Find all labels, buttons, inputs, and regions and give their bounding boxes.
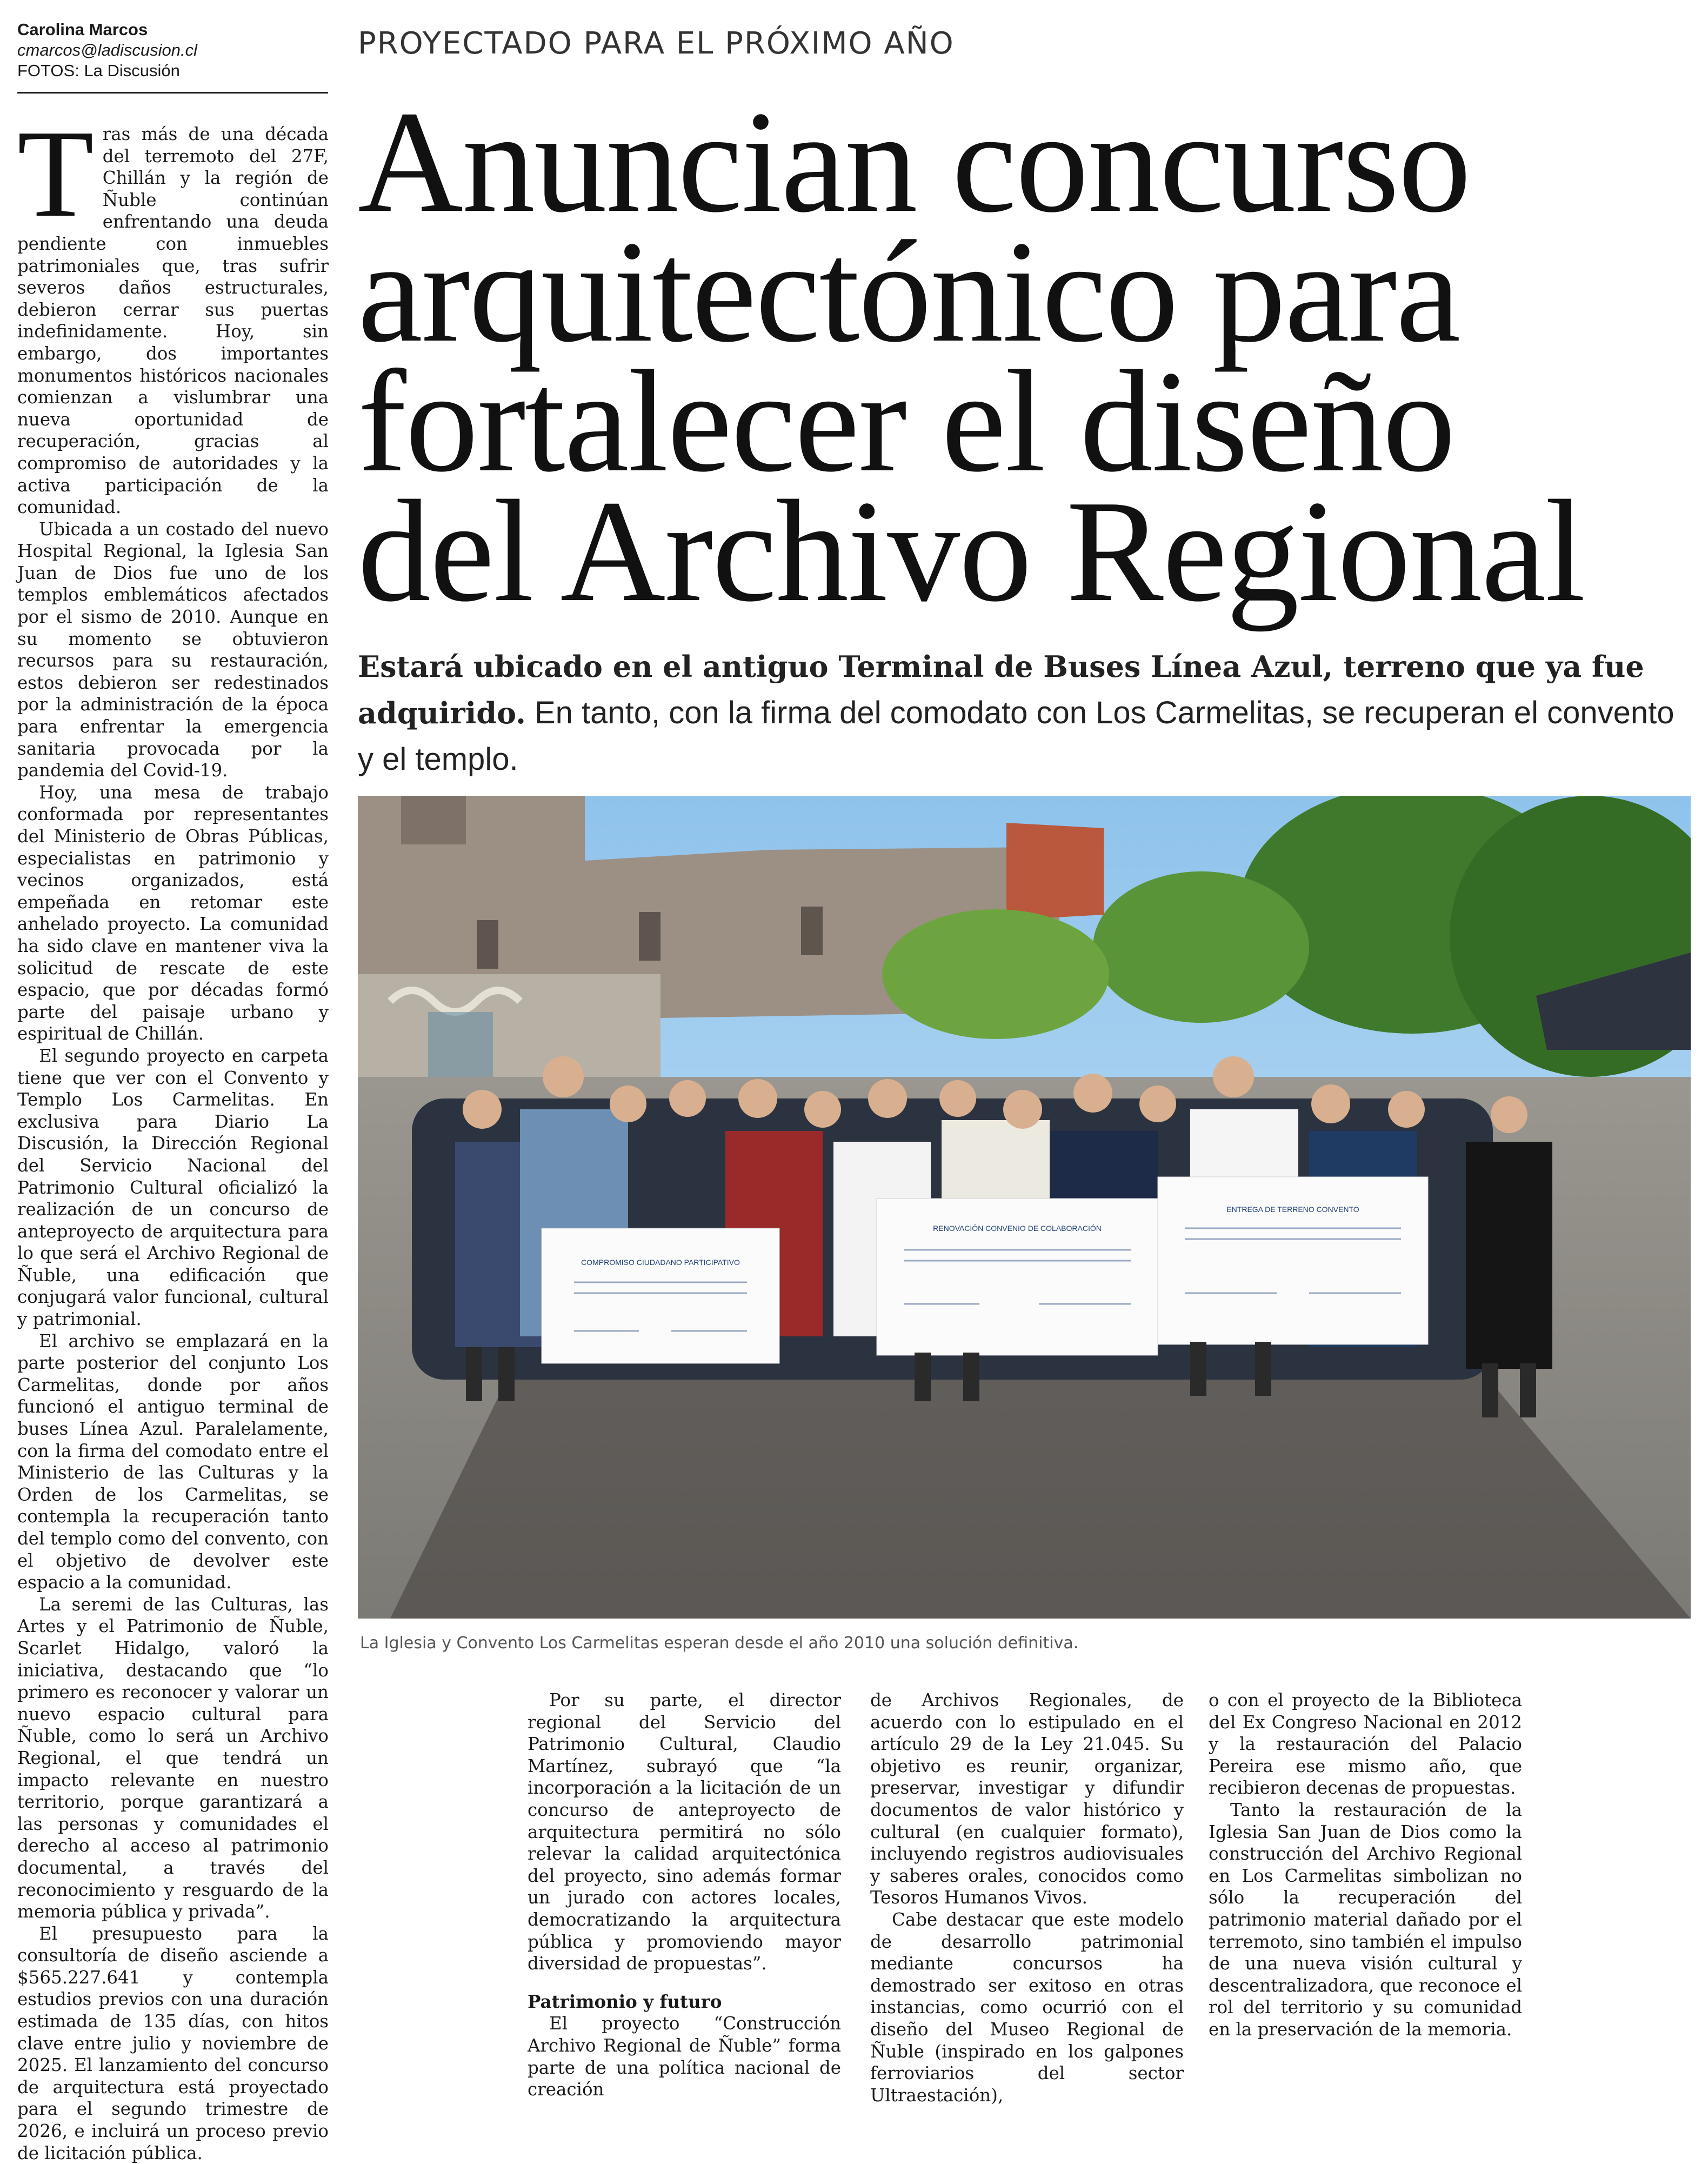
deck bbox=[358, 643, 1687, 783]
photo-credit: FOTOS: La Discusión bbox=[17, 61, 180, 80]
headline-line: arquitectónico para bbox=[358, 211, 1460, 372]
article-column-3 bbox=[870, 1689, 1184, 2106]
tree bbox=[1093, 871, 1309, 1023]
banner-center-label: RENOVACIÓN CONVENIO DE COLABORACIÓN bbox=[933, 1224, 1102, 1233]
author-email[interactable]: cmarcos@ladiscusion.cl bbox=[17, 41, 197, 59]
drop-cap: T bbox=[17, 104, 94, 243]
paragraph: de Archivos Regionales, de acuerdo con lo estipulado en el artículo 29 de la Ley 21.045. Su objetivo es reunir, organizar, preservar, investigar y difundir documentos de valor histórico y cultural (en cualquier formato), incluyendo registros audiovisuales y saberes orales, conocidos como Tesoros Humanos Vivos. bbox=[870, 1690, 1184, 1908]
banner-center bbox=[877, 1198, 1158, 1355]
paragraph: Ubicada a un costado del nuevo Hospital Regional, la Iglesia San Juan de Dios fue uno de los templos emblemáticos afectados por el sismo de 2010. Aunque en su momento se obtuvieron recursos para su restauración, estos debieron ser redestinados por la administración de la época para enfrentar la emergencia sanitaria provocada por la pandemia del Covid-19. bbox=[17, 518, 329, 781]
red-roof bbox=[1006, 823, 1104, 920]
photo-caption: La Iglesia y Convento Los Carmelitas esperan desde el año 2010 una solución definitiva. bbox=[360, 1634, 1079, 1653]
article-column-2 bbox=[528, 1689, 841, 2101]
paragraph: Cabe destacar que este modelo de desarrollo patrimonial mediante concursos ha demostrado ser exitoso en otras instancias, como ocurrió con el diseño del Museo Regional de Ñuble (inspirado en los galpones ferroviarios del sector Ultraestación), bbox=[870, 1909, 1184, 2106]
paragraph: Tanto la restauración de la Iglesia San Juan de Dios como la construcción del Archivo Regional en Los Carmelitas simbolizan no sólo la recuperación del patrimonio material dañado por el terremoto, sino también el impulso de una nueva visión cultural y descentralizadora, que reconoce el rol del territorio y su comunidad en la preservación de la memoria. bbox=[1209, 1799, 1522, 2040]
deck-regular: En tanto, con la firma del comodato con Los Carmelitas, se recuperan el convento y el templo. bbox=[358, 695, 1674, 777]
banner-left-label: COMPROMISO CIUDADANO PARTICIPATIVO bbox=[581, 1258, 740, 1267]
article-column-1 bbox=[17, 104, 329, 2164]
paragraph: El presupuesto para la consultoría de diseño asciende a $565.227.641 y contempla estudios previos con una duración estimada de 135 días, con hitos clave entre julio y noviembre de 2025. El lanzamiento del concurso de arquitectura está proyectado para el segundo trimestre de 2026, e incluirá un proceso previo de licitación pública. bbox=[17, 1923, 329, 2163]
tree bbox=[882, 909, 1109, 1039]
paragraph: El proyecto “Construcción Archivo Regional de Ñuble” forma parte de una política nacional de creación bbox=[528, 2013, 841, 2100]
banner-left bbox=[542, 1228, 779, 1363]
paragraph bbox=[17, 104, 329, 518]
headline-line: Anuncian concurso bbox=[358, 81, 1470, 243]
banner-right-label: ENTREGA DE TERRENO CONVENTO bbox=[1226, 1205, 1359, 1214]
article-column-4 bbox=[1209, 1689, 1522, 2041]
paragraph: La seremi de las Culturas, las Artes y el Patrimonio de Ñuble, Scarlet Hidalgo, valoró la iniciativa, destacando que “lo primero es reconocer y valorar un nuevo espacio cultural para Ñuble, como lo será un Archivo Regional, el que tendrá un impacto relevante en nuestro territorio, porque garantizará a las personas y comunidades el derecho al acceso al patrimonio documental, a través del reconocimiento y resguardo de la memoria pública y privada”. bbox=[17, 1594, 329, 1922]
paragraph: o con el proyecto de la Biblioteca del Ex Congreso Nacional en 2012 y la restauración del Palacio Pereira ese mismo año, que recibieron decenas de propuestas. bbox=[1209, 1690, 1522, 1799]
paragraph-text: ras más de una década del terremoto del 27F, Chillán y la región de Ñuble continúan enfrentando una deuda pendiente con inmuebles patrimoniales que, tras sufrir severos daños estructurales, debieron cerrar sus puertas indefinidamente. Hoy, sin embargo, dos importantes monumentos históricos nacionales comienzan a vislumbrar una nueva oportunidad de recuperación, gracias al compromiso de autoridades y la activa participación de la comunidad. bbox=[17, 124, 329, 518]
article-photo bbox=[358, 796, 1691, 1619]
paragraph: Hoy, una mesa de trabajo conformada por representantes del Ministerio de Obras Públicas, especialistas en patrimonio y vecinos organizados, está empeñada en retomar este anhelado proyecto. La comunidad ha sido clave en mantener viva la solicitud de rescate de este espacio, que por décadas formó parte del paisaje urbano y espiritual de Chillán. bbox=[17, 782, 329, 1044]
headline-line: del Archivo Regional bbox=[358, 470, 1585, 632]
paragraph: El archivo se emplazará en la parte posterior del conjunto Los Carmelitas, donde por años funcionó el antiguo terminal de buses Línea Azul. Paralelamente, con la firma del comodato entre el Ministerio de las Culturas y la Orden de los Carmelitas, se contempla la recuperación tanto del templo como del convento, con el objetivo de devolver este espacio a la comunidad. bbox=[17, 1330, 329, 1593]
kicker: PROYECTADO PARA EL PRÓXIMO AÑO bbox=[358, 26, 955, 61]
paragraph: El segundo proyecto en carpeta tiene que ver con el Convento y Templo Los Carmelitas. En exclusiva para Diario La Discusión, la Dirección Regional del Servicio Nacional del Patrimonio Cultural oficializó la realización de un concurso de anteproyecto de arquitectura para lo que será el Archivo Regional de Ñuble, una edificación que conjugará valor funcional, cultural y patrimonial. bbox=[17, 1045, 329, 1330]
byline bbox=[17, 19, 331, 81]
paragraph: Por su parte, el director regional del Servicio del Patrimonio Cultural, Claudio Martínez, subrayó que “la incorporación a la licitación de un concurso de anteproyecto de arquitectura permitirá no sólo relevar la calidad arquitectónica del proyecto, sino además formar un jurado con actores locales, democratizando la arquitectura pública y promoviendo mayor diversidad de propuestas”. bbox=[528, 1690, 841, 1974]
deck-bold: Estará ubicado en el antiguo Terminal de Buses Línea Azul, terreno que ya fue adquirido. bbox=[358, 649, 1644, 730]
headline-line: fortalecer el diseño bbox=[358, 341, 1455, 502]
photo-illustration bbox=[358, 796, 1691, 1619]
headline bbox=[358, 81, 1687, 632]
byline-divider bbox=[17, 92, 328, 94]
banner-right bbox=[1158, 1177, 1428, 1344]
author-name: Carolina Marcos bbox=[17, 20, 148, 39]
subheading: Patrimonio y futuro bbox=[528, 1990, 722, 2012]
